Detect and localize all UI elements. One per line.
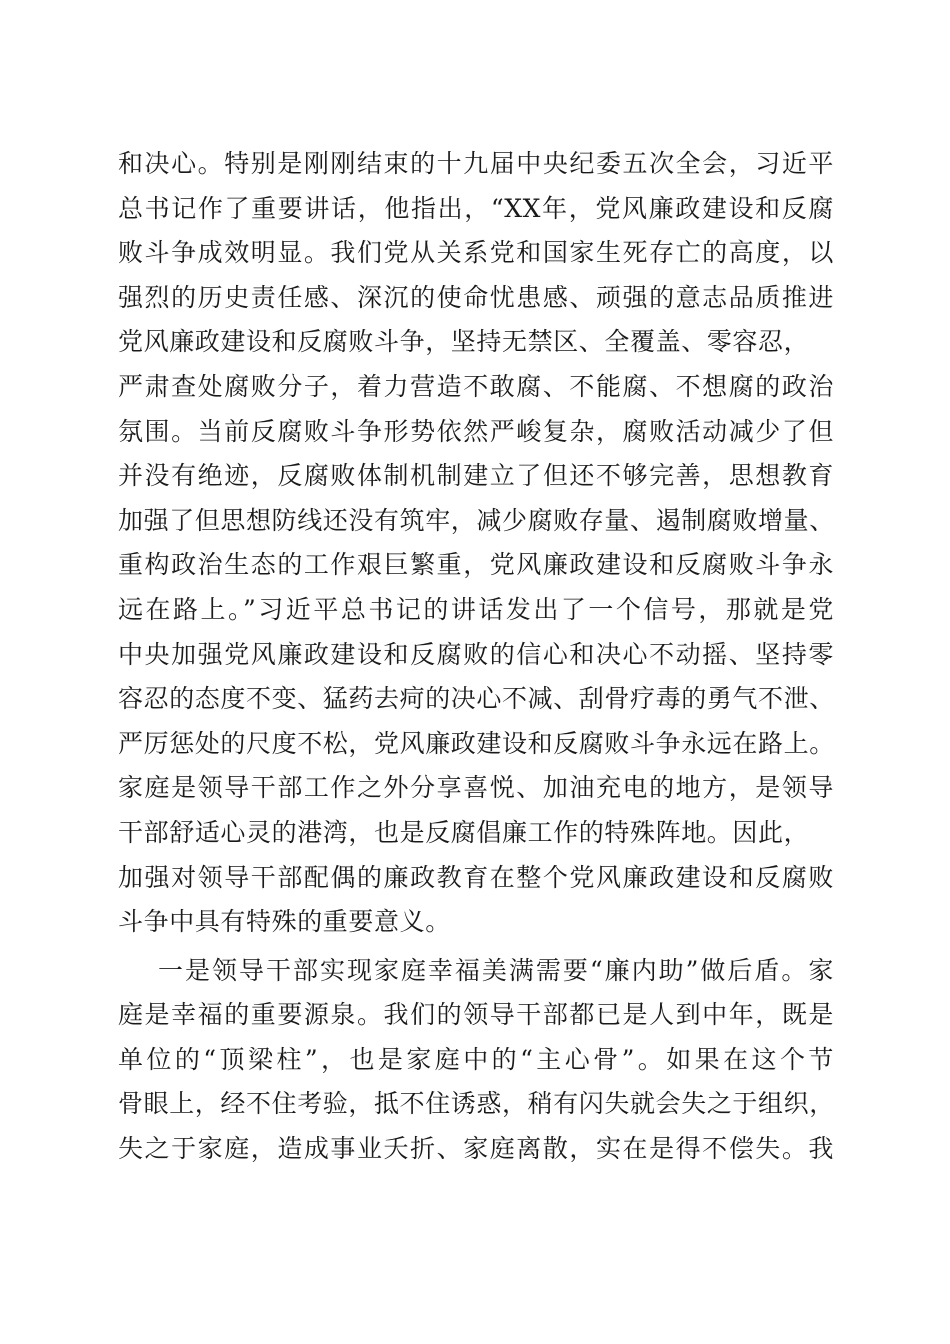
text-line: 骨眼上，经不住考验，抵不住诱惑，稍有闪失就会失之于组织， [118,1089,835,1119]
text-line: 加强对领导干部配偶的廉政教育在整个党风廉政建设和反腐败 [118,862,834,892]
text-line: 庭是幸福的重要源泉。我们的领导干部都已是人到中年，既是 [118,1000,834,1030]
text-line: 加强了但思想防线还没有筑牢，减少腐败存量、遏制腐败增量、 [118,505,835,535]
text-line: 并没有绝迹，反腐败体制机制建立了但还不够完善，思想教育 [118,461,834,491]
text-line: 氛围。当前反腐败斗争形势依然严峻复杂，腐败活动减少了但 [118,416,834,446]
text-line: 一是领导干部实现家庭幸福美满需要“廉内助”做后盾。家 [158,955,834,985]
text-line: 强烈的历史责任感、深沉的使命忧患感、顽强的意志品质推进 [118,282,834,312]
text-line: 严厉惩处的尺度不松，党风廉政建设和反腐败斗争永远在路上。 [118,728,835,758]
paragraph-1 [118,142,834,945]
text-line: 容忍的态度不变、猛药去疴的决心不减、刮骨疗毒的勇气不泄、 [118,684,835,714]
text-line: 家庭是领导干部工作之外分享喜悦、加油充电的地方，是领导 [118,773,834,803]
text-line: 党风廉政建设和反腐败斗争，坚持无禁区、全覆盖、零容忍， [118,327,810,357]
text-line: 单位的“顶梁柱”，也是家庭中的“主心骨”。如果在这个节 [118,1044,834,1074]
paragraph-2 [118,949,834,1172]
text-line: 中央加强党风廉政建设和反腐败的信心和决心不动摇、坚持零 [118,639,834,669]
text-line: 失之于家庭，造成事业夭折、家庭离散，实在是得不偿失。我 [118,1134,834,1164]
text-line: 总书记作了重要讲话，他指出，“XX年，党风廉政建设和反腐 [118,193,834,223]
text-line: 败斗争成效明显。我们党从关系党和国家生死存亡的高度，以 [118,238,834,268]
text-line: 和决心。特别是刚刚结束的十九届中央纪委五次全会，习近平 [118,149,834,178]
text-line: 干部舒适心灵的港湾，也是反腐倡廉工作的特殊阵地。因此， [118,817,810,847]
text-line: 重构政治生态的工作艰巨繁重，党风廉政建设和反腐败斗争永 [118,550,834,580]
body-text [118,142,834,1172]
text-line: 远在路上。”习近平总书记的讲话发出了一个信号，那就是党 [118,594,834,624]
text-line: 斗争中具有特殊的重要意义。 [118,907,451,937]
text-line: 严肃查处腐败分子，着力营造不敢腐、不能腐、不想腐的政治 [118,371,834,401]
